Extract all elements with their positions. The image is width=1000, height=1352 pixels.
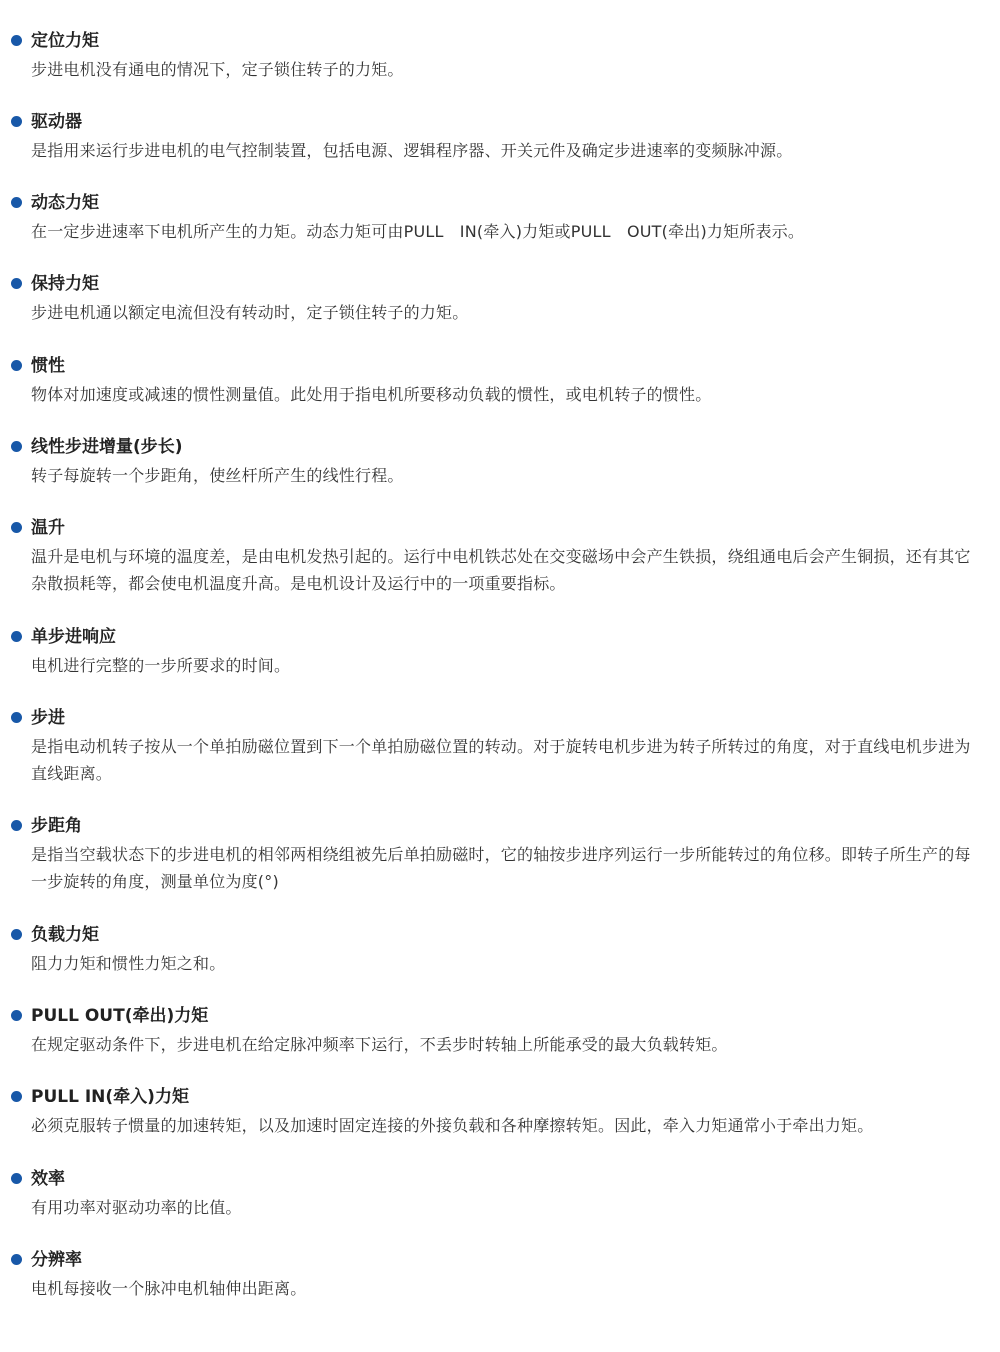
bullet-dot-icon	[11, 1010, 22, 1021]
term-row	[0, 190, 1000, 216]
term-description: 电机进行完整的一步所要求的时间。	[31, 656, 291, 675]
bullet-dot-icon	[11, 631, 22, 642]
term-description: 转子每旋转一个步距角，使丝杆所产生的线性行程。	[31, 466, 404, 485]
term-description: 步进电机通以额定电流但没有转动时，定子锁住转子的力矩。	[31, 303, 469, 322]
term-title: 定位力矩	[31, 31, 99, 51]
term-row	[0, 922, 1000, 948]
bullet-dot-icon	[11, 197, 22, 208]
term-title: 步进	[31, 708, 65, 728]
bullet-dot-icon	[11, 929, 22, 940]
term-row	[0, 353, 1000, 379]
term-row	[0, 1084, 1000, 1110]
term-row	[0, 705, 1000, 731]
term-description: 有用功率对驱动功率的比值。	[31, 1198, 242, 1217]
term-description: 在一定步进速率下电机所产生的力矩。动态力矩可由PULL IN(牵入)力矩或PULL OUT(牵出)力矩所表示。	[31, 222, 805, 241]
bullet-dot-icon	[11, 522, 22, 533]
term-row	[0, 434, 1000, 460]
bullet-dot-icon	[11, 360, 22, 371]
term-description: 是指电动机转子按从一个单拍励磁位置到下一个单拍励磁位置的转动。对于旋转电机步进为转子所转过的角度，对于直线电机步进为直线距离。	[31, 737, 971, 783]
term-title: 负载力矩	[31, 925, 99, 945]
term-row	[0, 624, 1000, 650]
bullet-dot-icon	[11, 712, 22, 723]
term-description: 是指当空载状态下的步进电机的相邻两相绕组被先后单拍励磁时，它的轴按步进序列运行一步所能转过的角位移。即转子所生产的每一步旋转的角度，测量单位为度(°)	[31, 845, 971, 891]
bullet-dot-icon	[11, 441, 22, 452]
term-description: 步进电机没有通电的情况下，定子锁住转子的力矩。	[31, 60, 404, 79]
term-row	[0, 1247, 1000, 1273]
term-row	[0, 28, 1000, 54]
term-description: 温升是电机与环境的温度差，是由电机发热引起的。运行中电机铁芯处在交变磁场中会产生铁损，绕组通电后会产生铜损，还有其它杂散损耗等，都会使电机温度升高。是电机设计及运行中的一项重要指标。	[31, 547, 971, 593]
term-row	[0, 813, 1000, 839]
term-title: PULL IN(牵入)力矩	[31, 1087, 189, 1107]
term-row	[0, 515, 1000, 541]
term-description: 在规定驱动条件下，步进电机在给定脉冲频率下运行，不丢步时转轴上所能承受的最大负载转矩。	[31, 1035, 728, 1054]
term-title: 动态力矩	[31, 193, 99, 213]
term-title: 效率	[31, 1169, 65, 1189]
bullet-dot-icon	[11, 116, 22, 127]
term-title: 惯性	[31, 356, 65, 376]
term-description: 阻力力矩和惯性力矩之和。	[31, 954, 226, 973]
term-description: 是指用来运行步进电机的电气控制装置，包括电源、逻辑程序器、开关元件及确定步进速率的变频脉冲源。	[31, 141, 793, 160]
bullet-dot-icon	[11, 35, 22, 46]
term-description: 物体对加速度或减速的惯性测量值。此处用于指电机所要移动负载的惯性，或电机转子的惯性。	[31, 385, 712, 404]
bullet-dot-icon	[11, 820, 22, 831]
bullet-dot-icon	[11, 1173, 22, 1184]
term-row	[0, 1166, 1000, 1192]
term-title: 保持力矩	[31, 274, 99, 294]
term-title: PULL OUT(牵出)力矩	[31, 1006, 209, 1026]
term-description: 电机每接收一个脉冲电机轴伸出距离。	[31, 1279, 307, 1298]
term-description: 必须克服转子惯量的加速转矩，以及加速时固定连接的外接负载和各种摩擦转矩。因此，牵入力矩通常小于牵出力矩。	[31, 1116, 874, 1135]
term-row	[0, 1003, 1000, 1029]
term-title: 分辨率	[31, 1250, 82, 1270]
term-title: 驱动器	[31, 112, 82, 132]
term-row	[0, 109, 1000, 135]
term-title: 步距角	[31, 816, 82, 836]
term-title: 温升	[31, 518, 65, 538]
term-row	[0, 271, 1000, 297]
bullet-dot-icon	[11, 1091, 22, 1102]
bullet-dot-icon	[11, 278, 22, 289]
term-title: 单步进响应	[31, 627, 116, 647]
bullet-dot-icon	[11, 1254, 22, 1265]
term-title: 线性步进增量(步长)	[31, 437, 183, 457]
